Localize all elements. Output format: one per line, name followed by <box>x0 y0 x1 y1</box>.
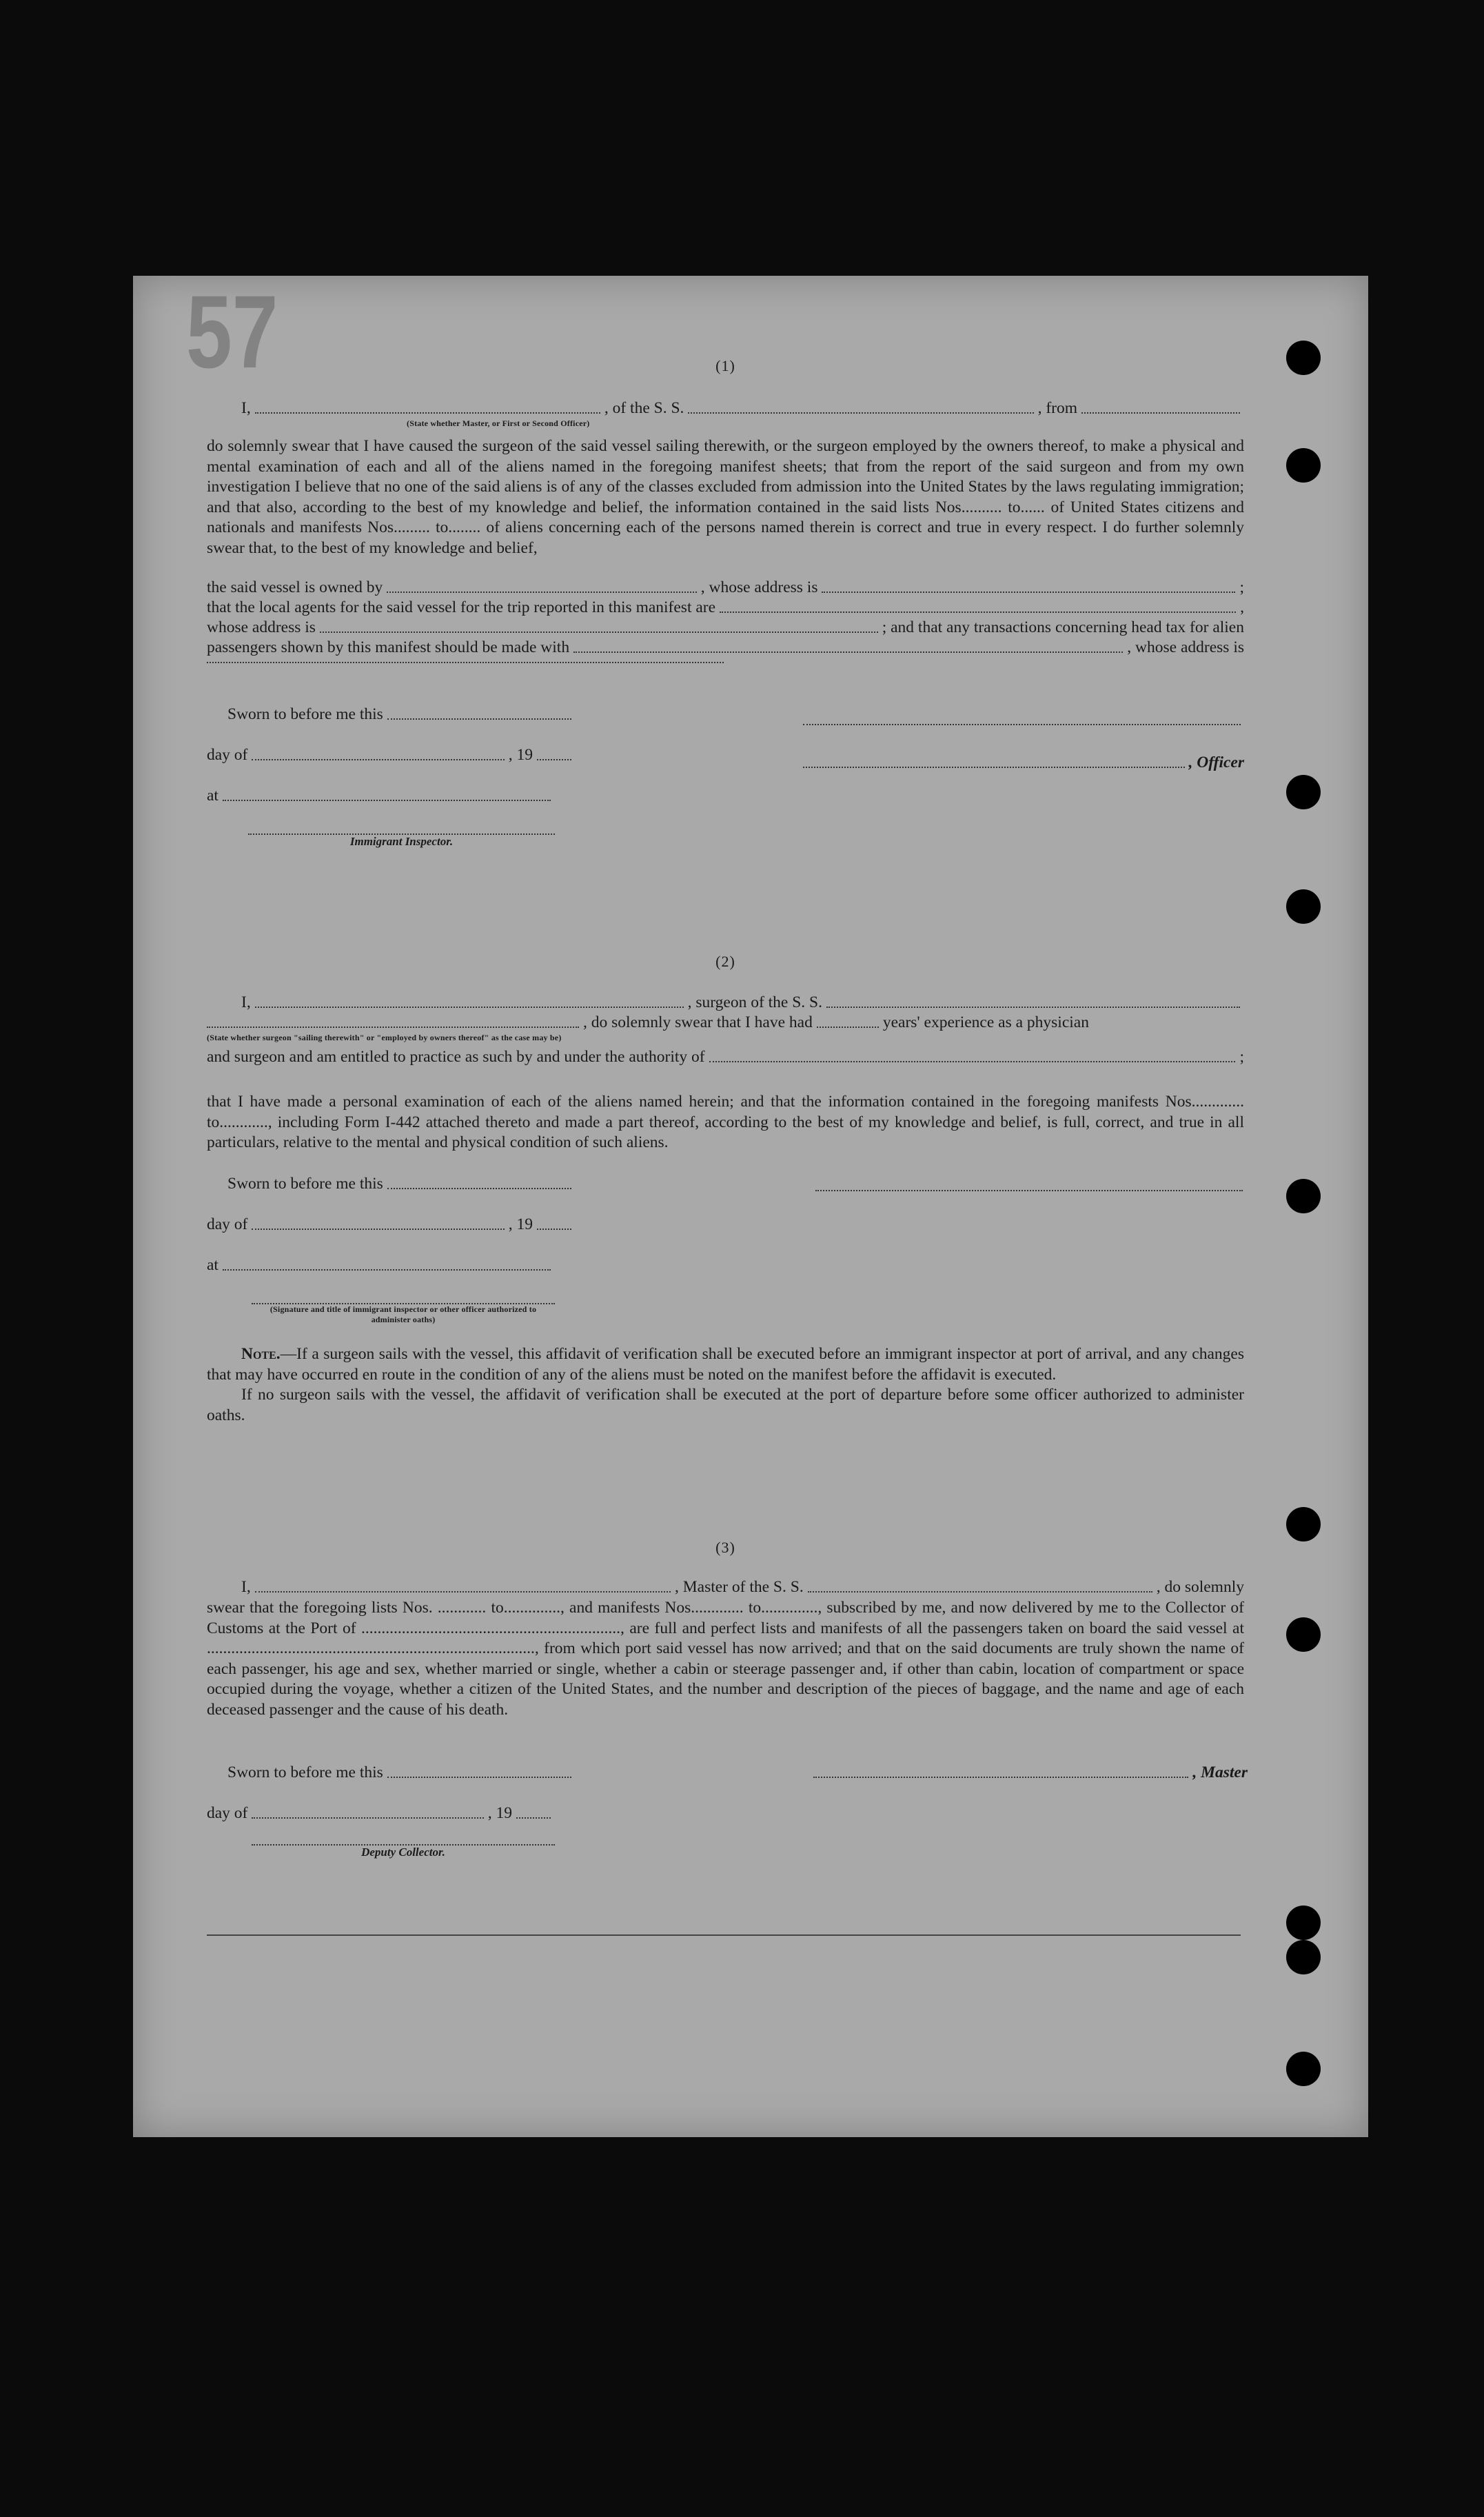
punch-hole <box>1286 1507 1321 1541</box>
surgeon-signature <box>815 1179 1243 1191</box>
section-2-oath-line: I, , surgeon of the S. S. , do solemnly swear that I have had years' experience as a physician (State whether surgeon "sailing therewith" or "employed by owners thereof" as the case may be) and surgeon and am entitled to practice as such by and under the authority of ; <box>207 993 1244 1066</box>
section-3-number: (3) <box>715 1539 735 1556</box>
punch-hole <box>1286 1179 1321 1213</box>
section-1-number: (1) <box>715 357 735 374</box>
section-2-jurat: Sworn to before me this day of , 19 at (Signature and title of immigrant inspector or other officer authorized to administer oaths) <box>207 1174 1244 1325</box>
section-2-number: (2) <box>715 953 735 970</box>
punch-hole <box>1286 448 1321 483</box>
punch-hole <box>1286 341 1321 375</box>
punch-hole <box>1286 1906 1321 1940</box>
section-1-owner-line: the said vessel is owned by , whose address is ; that the local agents for the said vessel for the trip reported in this manifest are , whose address is ; and that any transactions concerning head tax for alien passengers shown by this manifest should be made with , whose address is <box>207 578 1244 663</box>
bleed-through-stamp: 57 <box>186 274 278 390</box>
punch-hole <box>1286 775 1321 809</box>
section-3-body: swear that the foregoing lists Nos. ............ to.............., and manifests Nos............. to.............., subscribed by me, and now delivered by me to the Collector of Customs at the Port of ................................................................, are full and perfect lists and manifests of all the passengers taken on board the said vessel at ................................................................................., from which port said vessel has now arrived; and that on the said documents are truly shown the name of each passenger, his age and sex, whether married or single, whether a cabin or steerage passenger and, if other than cabin, location of compartment or space occupied during the voyage, whether a citizen of the United States, and the number and description of the pieces of baggage, and the name and age of each deceased passenger and the cause of his death. <box>207 1599 1244 1719</box>
bottom-rule <box>207 1934 1241 1936</box>
section-1-jurat: Sworn to before me this day of , 19 at Immigrant Inspector. <box>207 705 1244 849</box>
master-signature: , Master <box>813 1763 1248 1783</box>
section-3-jurat: Sworn to before me this day of , 19 Deputy Collector. <box>207 1763 1244 1859</box>
punch-hole <box>1286 2052 1321 2086</box>
section-1-body: do solemnly swear that I have caused the surgeon of the said vessel sailing therewith, or the surgeon employed by the owners thereof, to make a physical and mental examination of each and all of the aliens named in the foregoing manifest sheets; that from the report of the said surgeon and from my own investigation I believe that no one of the said aliens is of any of the classes excluded from admission into the United States by the laws regulating immigration; and that also, according to the best of my knowledge and belief, the information contained in the said lists Nos.......... to...... of United States citizens and nationals and manifests Nos......... to........ of aliens concerning each of the persons named therein is correct and true in every respect. I do further solemnly swear that, to the best of my knowledge and belief, <box>207 437 1244 557</box>
punch-hole <box>1286 889 1321 924</box>
section-1-oath-line: I, , of the S. S. , from (State whether Master, or First or Second Officer) <box>207 398 1244 429</box>
punch-hole <box>1286 1617 1321 1652</box>
section-2-note: Note.—If a surgeon sails with the vessel, this affidavit of verification shall be executed before an immigrant inspector at port of arrival, and any changes that may have occurred en route in the condition of any of the aliens must be noted on the manifest before the affidavit is executed. If no surgeon sails with the vessel, the affidavit of verification shall be executed at the port of departure before some officer authorized to administer oaths. <box>207 1345 1244 1424</box>
officer-signature: , Officer <box>803 707 1244 773</box>
punch-hole <box>1286 1940 1321 1974</box>
section-2-body: that I have made a personal examination of each of the aliens named herein; and that the information contained in the foregoing manifests Nos............. to............, including Form I-442 attached thereto and made a part thereof, according to the best of my knowledge and belief, is full, correct, and true in all particulars, relative to the mental and physical condition of such aliens. <box>207 1093 1244 1151</box>
section-3-oath-line: I, , Master of the S. S. , do solemnly <box>241 1578 1244 1596</box>
